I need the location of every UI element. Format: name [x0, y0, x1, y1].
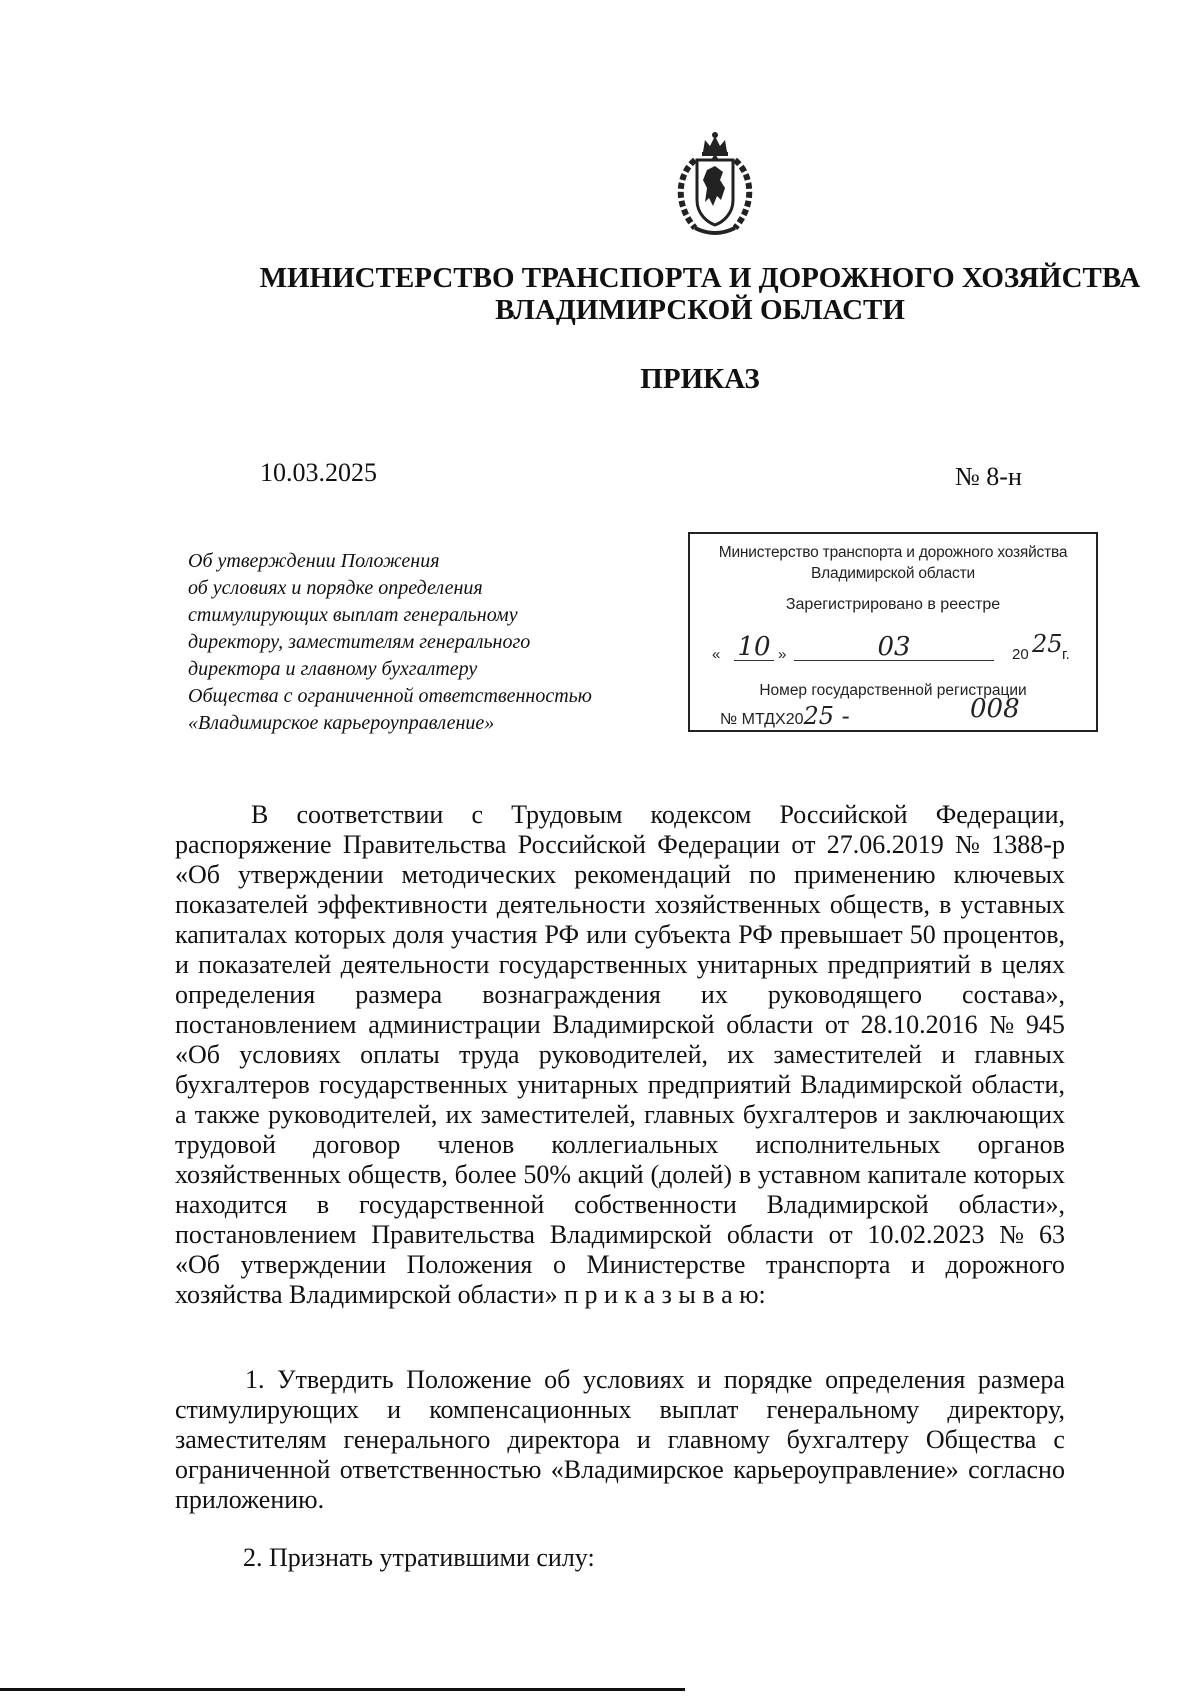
preamble-paragraph	[175, 800, 1065, 1310]
body-line: «Об утверждении Положения о Министерстве транспорта и дорожного	[175, 1250, 1065, 1279]
subject-line: об условиях и порядке определения	[188, 577, 483, 599]
stamp-quote-close: »	[778, 646, 787, 663]
clause-1-paragraph	[175, 1365, 1065, 1515]
body-line: бухгалтеров государственных унитарных предприятий Владимирской области,	[175, 1070, 1065, 1099]
stamp-quote-open: «	[712, 646, 721, 663]
stamp-org	[690, 542, 1096, 584]
ministry-name-line2: ВЛАДИМИРСКОЙ ОБЛАСТИ	[495, 294, 905, 326]
stamp-year-handwritten: 25	[1032, 630, 1063, 658]
stamp-org-line2: Владимирской области	[811, 565, 975, 582]
subject-line: директора и главному бухгалтеру	[188, 658, 478, 680]
stamp-year-suffix: г.	[1062, 646, 1070, 663]
order-subject	[188, 548, 668, 737]
stamp-registration-number	[720, 694, 1080, 730]
body-line: показателей эффективности деятельности хозяйственных обществ, в уставных	[175, 890, 1065, 919]
order-date: 10.03.2025	[260, 458, 377, 487]
ministry-name	[250, 262, 1150, 326]
order-number: № 8-н	[955, 462, 1022, 491]
body-line: и показателей деятельности государственных унитарных предприятий в целях	[175, 950, 1065, 979]
body-line: а также руководителей, их заместителей, главных бухгалтеров и заключающих	[175, 1100, 1065, 1129]
subject-line: Об утверждении Положения	[188, 550, 440, 572]
page-bottom-rule	[0, 1688, 685, 1691]
stamp-number-handwritten: 25 -	[803, 702, 850, 730]
subject-line: «Владимирское карьероуправление»	[188, 712, 495, 734]
stamp-registration-label: Номер государственной регистрации	[759, 682, 1027, 699]
body-line: «Об утверждении методических рекомендаций по применению ключевых	[175, 860, 1065, 889]
subject-line: директору, заместителям генерального	[188, 631, 531, 653]
body-line: заместителям генерального директора и главному бухгалтеру Общества с	[175, 1425, 1065, 1454]
document-type: ПРИКАЗ	[640, 363, 760, 395]
subject-line: Общества с ограниченной ответственностью	[188, 685, 592, 707]
clause-2-paragraph	[175, 1543, 1065, 1573]
body-line: В соответствии с Трудовым кодексом Российской Федерации,	[251, 800, 1065, 829]
body-line: определения размера вознаграждения их руководящего состава»,	[175, 980, 1065, 1009]
body-line: распоряжение Правительства Российской Федерации от 27.06.2019 № 1388-р	[175, 830, 1065, 859]
body-line: находится в государственной собственности Владимирской области»,	[175, 1190, 1065, 1219]
ministry-name-line1: МИНИСТЕРСТВО ТРАНСПОРТА И ДОРОЖНОГО ХОЗЯЙСТВА	[259, 262, 1141, 294]
stamp-number-handwritten-suffix: 008	[970, 694, 1020, 724]
body-line: ограниченной ответственностью «Владимирское карьероуправление» согласно	[175, 1455, 1065, 1484]
stamp-org-line1: Министерство транспорта и дорожного хозяйства	[718, 544, 1068, 561]
body-line: трудовой договор членов коллегиальных исполнительных органов	[175, 1130, 1065, 1159]
body-line: 1. Утвердить Положение об условиях и порядке определения размера	[245, 1365, 1065, 1394]
body-line: 2. Признать утратившими силу:	[243, 1543, 595, 1572]
body-line: капиталах которых доля участия РФ или субъекта РФ превышает 50 процентов,	[175, 920, 1065, 949]
body-line: «Об условиях оплаты труда руководителей, их заместителей и главных	[175, 1040, 1065, 1069]
subject-line: стимулирующих выплат генеральному	[188, 604, 518, 626]
coat-of-arms-emblem	[665, 130, 765, 240]
body-line: приложению.	[175, 1485, 325, 1514]
body-line: хозяйственных обществ, более 50% акций (долей) в уставном капитале которых	[175, 1160, 1065, 1189]
stamp-registered-label: Зарегистрировано в реестре	[785, 596, 1001, 613]
stamp-date	[712, 630, 1082, 666]
stamp-number-prefix: № МТДХ20	[720, 711, 804, 728]
body-line: постановлением администрации Владимирской области от 28.10.2016 № 945	[175, 1010, 1065, 1039]
body-line: постановлением Правительства Владимирской области от 10.02.2023 № 63	[175, 1220, 1065, 1249]
stamp-month-handwritten: 03	[794, 634, 994, 661]
stamp-day-handwritten: 10	[734, 634, 774, 661]
registration-stamp	[688, 532, 1098, 732]
body-line: стимулирующих и компенсационных выплат генеральному директору,	[175, 1395, 1065, 1424]
body-line: хозяйства Владимирской области» п р и к а з ы в а ю:	[175, 1280, 766, 1309]
stamp-year-prefix: 20	[1012, 646, 1029, 663]
